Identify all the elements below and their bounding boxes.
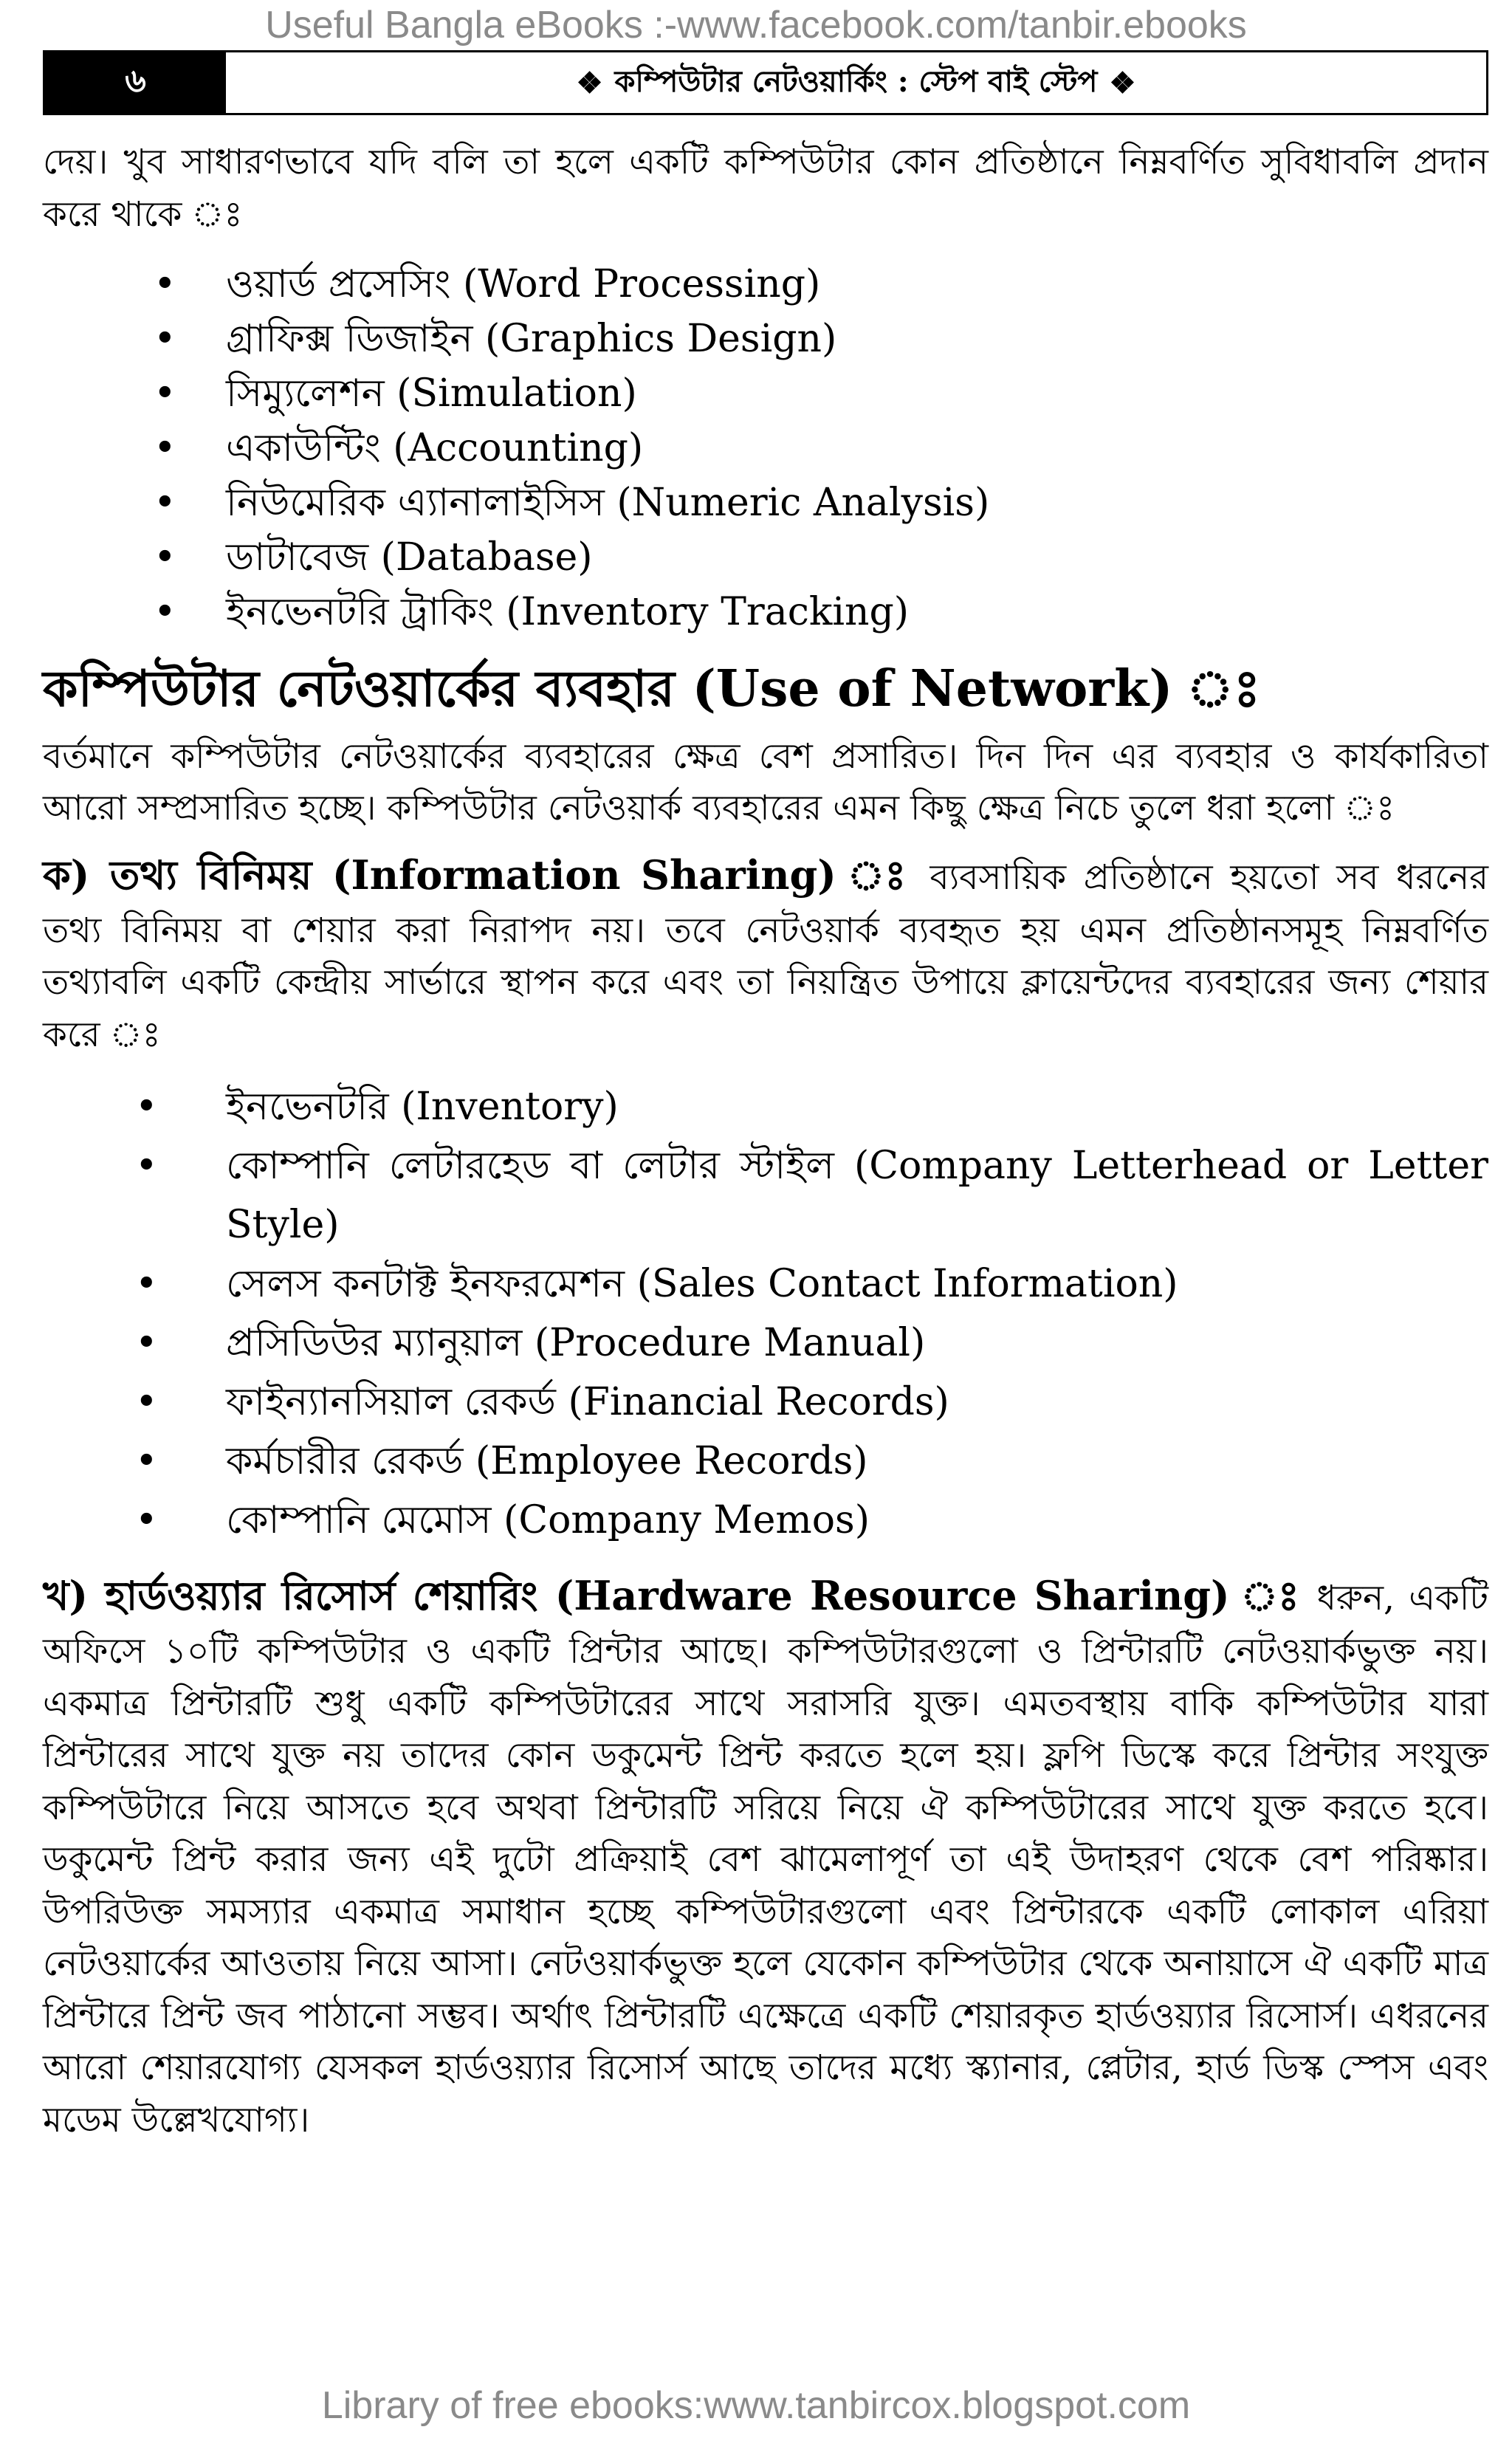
list-item: • ফাইন্যানসিয়াল রেকর্ড (Financial Records) (135, 1380, 949, 1425)
hardware-sharing-heading: খ) হার্ডওয়্যার রিসোর্স শেয়ারিং (Hardware Resource Sharing) ঃ (43, 1572, 1303, 1620)
page-number: ৬ (45, 52, 226, 113)
list-item: • গ্রাফিক্স ডিজাইন (Graphics Design) (154, 317, 837, 361)
list-item: • সেলস কনটাক্ট ইনফরমেশন (Sales Contact Information) (135, 1262, 1178, 1307)
uses-list (43, 257, 1488, 639)
watermark-bottom: Library of free ebooks:www.tanbircox.blogspot.com (321, 2384, 1191, 2427)
hardware-sharing-text: ধরুন, একটি অফিসে ১০টি কম্পিউটার ও একটি প্রিন্টার আছে। কম্পিউটারগুলো ও প্রিন্টারটি নেটওয়ার্কভুক্ত নয়। একমাত্র প্রিন্টারটি শুধু একটি কম্পিউটারের সাথে সরাসরি যুক্ত। এমতবস্থায় বাকি কম্পিউটার যারা প্রিন্টারের সাথে যুক্ত নয় তাদের কোন ডকুমেন্ট প্রিন্ট করতে হলে হয়। ফ্লপি ডিস্কে করে প্রিন্টার সংযুক্ত কম্পিউটারে নিয়ে আসতে হবে অথবা প্রিন্টারটি সরিয়ে নিয়ে ঐ কম্পিউটারের সাথে যুক্ত করতে হবে। ডকুমেন্ট প্রিন্ট করার জন্য এই দুটো প্রক্রিয়াই বেশ ঝামেলাপূর্ণ তা এই উদাহরণ থেকে বেশ পরিষ্কার।উপরিউক্ত সমস্যার একমাত্র সমাধান হচ্ছে কম্পিউটারগুলো এবং প্রিন্টারকে একটি লোকাল এরিয়া নেটওয়ার্কের আওতায় নিয়ে আসা। নেটওয়ার্কভুক্ত হলে যেকোন কম্পিউটার থেকে অনায়াসে ঐ একটি মাত্র প্রিন্টারে প্রিন্ট জব পাঠানো সম্ভব। অর্থাৎ প্রিন্টারটি এক্ষেত্রে একটি শেয়ারকৃত হার্ডওয়্যার রিসোর্স। এধরনের আরো শেয়ারযোগ্য যেসকল হার্ডওয়্যার রিসোর্স আছে তাদের মধ্যে স্ক্যানার, প্লেটার, হার্ড ডিস্ক স্পেস এবং মডেম উল্লেখযোগ্য। (43, 1578, 1488, 2140)
list-item: • কোম্পানি মেমোস (Company Memos) (135, 1498, 870, 1543)
list-item: • ডাটাবেজ (Database) (154, 535, 593, 580)
list-item: • নিউমেরিক এ্যানালাইসিস (Numeric Analysis) (154, 481, 990, 525)
running-title-text: কম্পিউটার নেটওয়ার্কিং : স্টেপ বাই স্টেপ (614, 63, 1098, 99)
info-sharing-paragraph (43, 845, 1488, 1062)
watermark-top: Useful Bangla eBooks :-www.facebook.com/tanbir.ebooks (265, 4, 1247, 47)
page-content (43, 137, 1488, 2157)
page-header (43, 50, 1488, 115)
section-heading: কম্পিউটার নেটওয়ার্কের ব্যবহার (Use of Network) ঃ (43, 659, 1261, 718)
hardware-sharing-paragraph (43, 1566, 1488, 2146)
list-item: • প্রসিডিউর ম্যানুয়াল (Procedure Manual) (135, 1321, 926, 1366)
list-item: • ওয়ার্ড প্রসেসিং (Word Processing) (154, 262, 821, 306)
list-item: • ইনভেনটরি ট্রাকিং (Inventory Tracking) (154, 590, 910, 634)
running-title (226, 52, 1486, 113)
info-sharing-list (43, 1077, 1488, 1550)
list-item: • সিম্যুলেশন (Simulation) (154, 371, 637, 416)
info-sharing-text: ব্যবসায়িক প্রতিষ্ঠানে হয়তো সব ধরনের তথ্য বিনিময় বা শেয়ার করা নিরাপদ নয়। তবে নেটওয়ার্ক ব্যবহৃত হয় এমন প্রতিষ্ঠানসমূহ নিম্নবর্ণিত তথ্যাবলি একটি কেন্দ্রীয় সার্ভারে স্থাপন করে এবং তা নিয়ন্ত্রিত উপায়ে ক্লায়েন্টদের ব্যবহারের জন্য শেয়ার করে ঃ (43, 856, 1488, 1055)
list-item: • কর্মচারীর রেকর্ড (Employee Records) (135, 1439, 868, 1484)
section-paragraph: বর্তমানে কম্পিউটার নেটওয়ার্কের ব্যবহারের ক্ষেত্র বেশ প্রসারিত। দিন দিন এর ব্যবহার ও কার্যকারিতা আরো সম্প্রসারিত হচ্ছে। কম্পিউটার নেটওয়ার্ক ব্যবহারের এমন কিছু ক্ষেত্র নিচে তুলে ধরা হলো ঃ (43, 735, 1488, 829)
list-item: • কোম্পানি লেটারহেড বা লেটার স্টাইল (Company Letterhead or Letter Style) (135, 1144, 1488, 1248)
info-sharing-heading: ক) তথ্য বিনিময় (Information Sharing) ঃ (43, 851, 913, 899)
ornament-left: ❖ (576, 65, 603, 100)
list-item: • একাউন্টিং (Accounting) (154, 426, 644, 470)
list-item: • ইনভেনটরি (Inventory) (135, 1085, 619, 1130)
intro-paragraph: দেয়। খুব সাধারণভাবে যদি বলি তা হলে একটি কম্পিউটার কোন প্রতিষ্ঠানে নিম্নবর্ণিত সুবিধাবলি প্রদান করে থাকে ঃ (43, 142, 1488, 235)
ornament-right: ❖ (1109, 65, 1136, 100)
